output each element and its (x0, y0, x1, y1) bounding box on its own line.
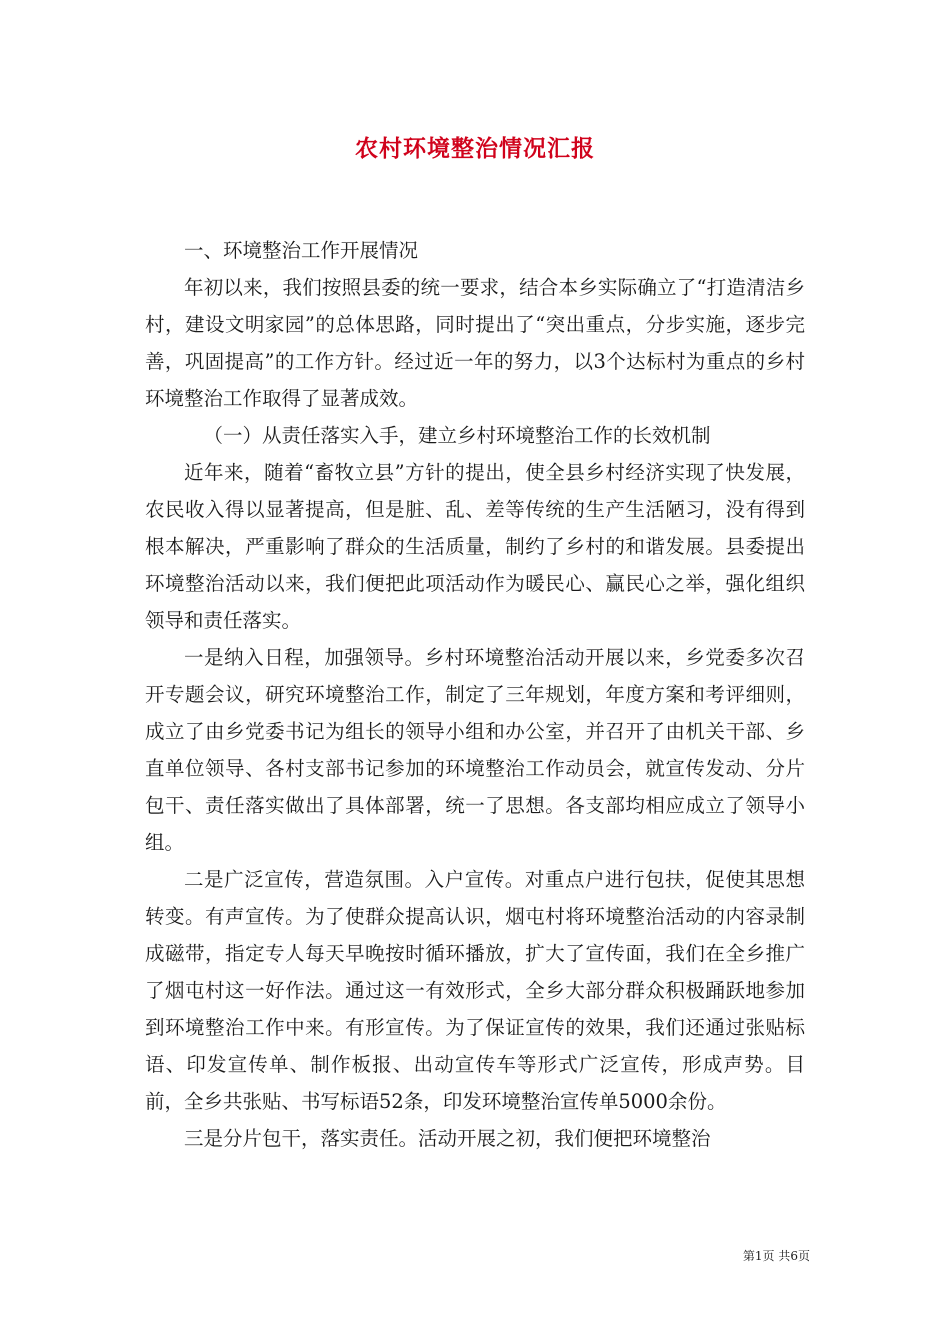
document-body (145, 232, 805, 1157)
paragraph: 二是广泛宣传，营造氛围。入户宣传。对重点户进行包扶，促使其思想转变。有声宣传。为了使群众提高认识，烟屯村将环境整治活动的内容录制成磁带，指定专人每天早晚按时循环播放，扩大了宣传面，我们在全乡推广了烟屯村这一好作法。通过这一有效形式，全乡大部分群众积极踊跃地参加到环境整治工作中来。有形宣传。为了保证宣传的效果，我们还通过张贴标语、印发宣传单、制作板报、出动宣传车等形式广泛宣传，形成声势。目前，全乡共张贴、书写标语52条，印发环境整治宣传单5000余份。 (145, 868, 805, 1113)
paragraph: 年初以来，我们按照县委的统一要求，结合本乡实际确立了“打造清洁乡村，建设文明家园”的总体思路，同时提出了“突出重点，分步实施，逐步完善，巩固提高”的工作方针。经过近一年的努力，以3个达标村为重点的乡村环境整治工作取得了显著成效。 (145, 276, 805, 410)
paragraph: 一是纳入日程，加强领导。乡村环境整治活动开展以来，乡党委多次召开专题会议，研究环境整治工作，制定了三年规划，年度方案和考评细则，成立了由乡党委书记为组长的领导小组和办公室，并召开了由机关干部、乡直单位领导、各村支部书记参加的环境整治工作动员会，就宣传发动、分片包干、责任落实做出了具体部署，统一了思想。各支部均相应成立了领导小组。 (145, 646, 805, 854)
paragraph: 三是分片包干，落实责任。活动开展之初，我们便把环境整治 (184, 1127, 711, 1150)
paragraph: 近年来，随着“畜牧立县”方针的提出，使全县乡村经济实现了快发展，农民收入得以显著提高，但是脏、乱、差等传统的生产生活陋习，没有得到根本解决，严重影响了群众的生活质量，制约了乡村的和谐发展。县委提出环境整治活动以来，我们便把此项活动作为暖民心、赢民心之举，强化组织领导和责任落实。 (145, 461, 805, 632)
subsection-heading: （一）从责任落实入手，建立乡村环境整治工作的长效机制 (203, 424, 711, 447)
section-heading: 一、环境整治工作开展情况 (184, 239, 419, 262)
page-number: 第1页 共6页 (742, 1249, 810, 1263)
document-title: 农村环境整治情况汇报 (355, 135, 595, 162)
